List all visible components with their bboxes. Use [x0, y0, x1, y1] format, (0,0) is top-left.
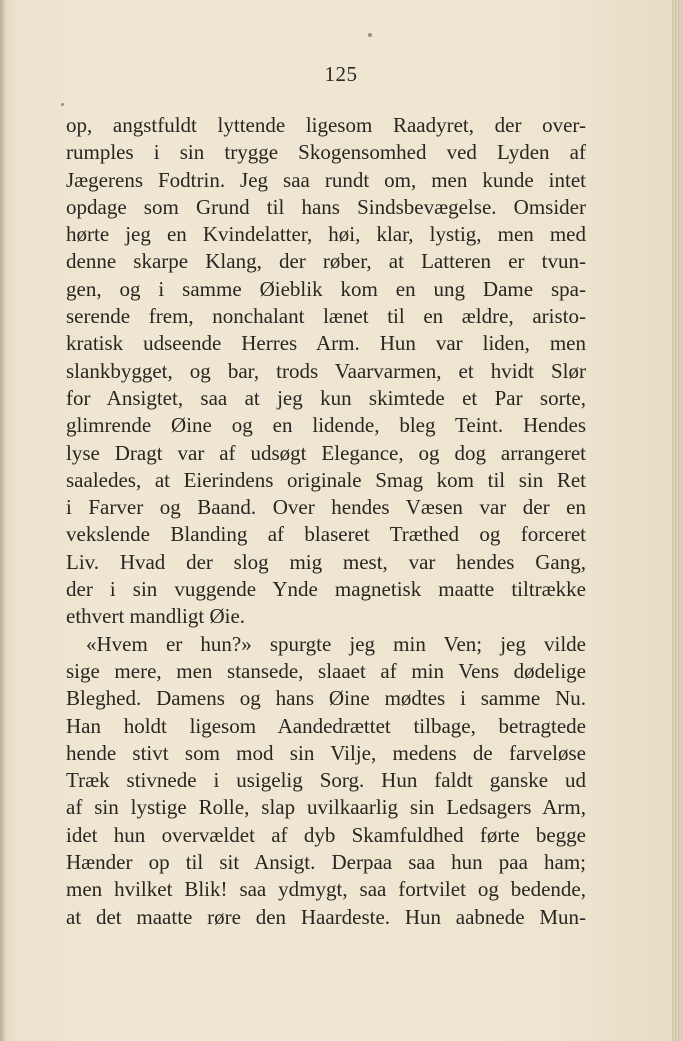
- text-line: denne skarpe Klang, der røber, at Latteren er tvun-: [66, 249, 586, 274]
- text-line: saaledes, at Eierindens originale Smag kom til sin Ret: [66, 467, 586, 492]
- text-line: vekslende Blanding af blaseret Træthed og forceret: [66, 522, 586, 547]
- text-line: Træk stivnede i usigelig Sorg. Hun faldt ganske ud: [66, 768, 586, 793]
- paper-speck: [368, 33, 372, 37]
- text-line: idet hun overvældet af dyb Skamfuldhed førte begge: [66, 822, 586, 847]
- text-line: Bleghed. Damens og hans Øine mødtes i samme Nu.: [66, 686, 586, 711]
- text-line: opdage som Grund til hans Sindsbevægelse. Omsider: [66, 194, 586, 219]
- text-line: serende frem, nonchalant lænet til en ældre, aristo-: [66, 304, 586, 329]
- text-line: op, angstfuldt lyttende ligesom Raadyret, der over-: [66, 113, 586, 137]
- text-line: gen, og i samme Øieblik kom en ung Dame spa-: [66, 276, 586, 301]
- text-line: at det maatte røre den Haardeste. Hun aabnede Mun-: [66, 904, 586, 929]
- paper-speck: [61, 103, 64, 106]
- page-right-edge: [672, 0, 682, 1041]
- text-line: ethvert mandligt Øie.: [66, 604, 246, 629]
- text-line: men hvilket Blik! saa ydmygt, saa fortvilet og bedende,: [66, 877, 586, 902]
- text-line: Hænder op til sit Ansigt. Derpaa saa hun paa ham;: [66, 850, 586, 875]
- text-line: kratisk udseende Herres Arm. Hun var liden, men: [66, 331, 586, 356]
- text-line: slankbygget, og bar, trods Vaarvarmen, et hvidt Slør: [66, 358, 586, 383]
- text-line: «Hvem er hun?» spurgte jeg min Ven; jeg vilde: [86, 631, 586, 656]
- text-line: hende stivt som mod sin Vilje, medens de farveløse: [66, 740, 586, 765]
- text-line: sige mere, men stansede, slaaet af min Vens dødelige: [66, 658, 586, 683]
- text-line: af sin lystige Rolle, slap uvilkaarlig sin Ledsagers Arm,: [66, 795, 586, 820]
- text-line: for Ansigtet, saa at jeg kun skimtede et Par sorte,: [66, 385, 586, 410]
- page-left-edge: [0, 0, 6, 1041]
- text-line: Jægerens Fodtrin. Jeg saa rundt om, men kunde intet: [66, 167, 586, 192]
- text-line: i Farver og Baand. Over hendes Væsen var der en: [66, 495, 586, 520]
- text-line: Liv. Hvad der slog mig mest, var hendes Gang,: [66, 549, 586, 574]
- text-line: der i sin vuggende Ynde magnetisk maatte tiltrække: [66, 577, 586, 602]
- text-line: Han holdt ligesom Aandedrættet tilbage, betragtede: [66, 713, 586, 738]
- page-number: 125: [324, 62, 358, 86]
- text-line: hørte jeg en Kvindelatter, høi, klar, lystig, men med: [66, 222, 586, 247]
- text-line: lyse Dragt var af udsøgt Elegance, og dog arrangeret: [66, 440, 586, 465]
- body-text: [66, 112, 586, 931]
- text-line: rumples i sin trygge Skogensomhed ved Lyden af: [66, 140, 586, 165]
- text-line: glimrende Øine og en lidende, bleg Teint. Hendes: [66, 413, 586, 438]
